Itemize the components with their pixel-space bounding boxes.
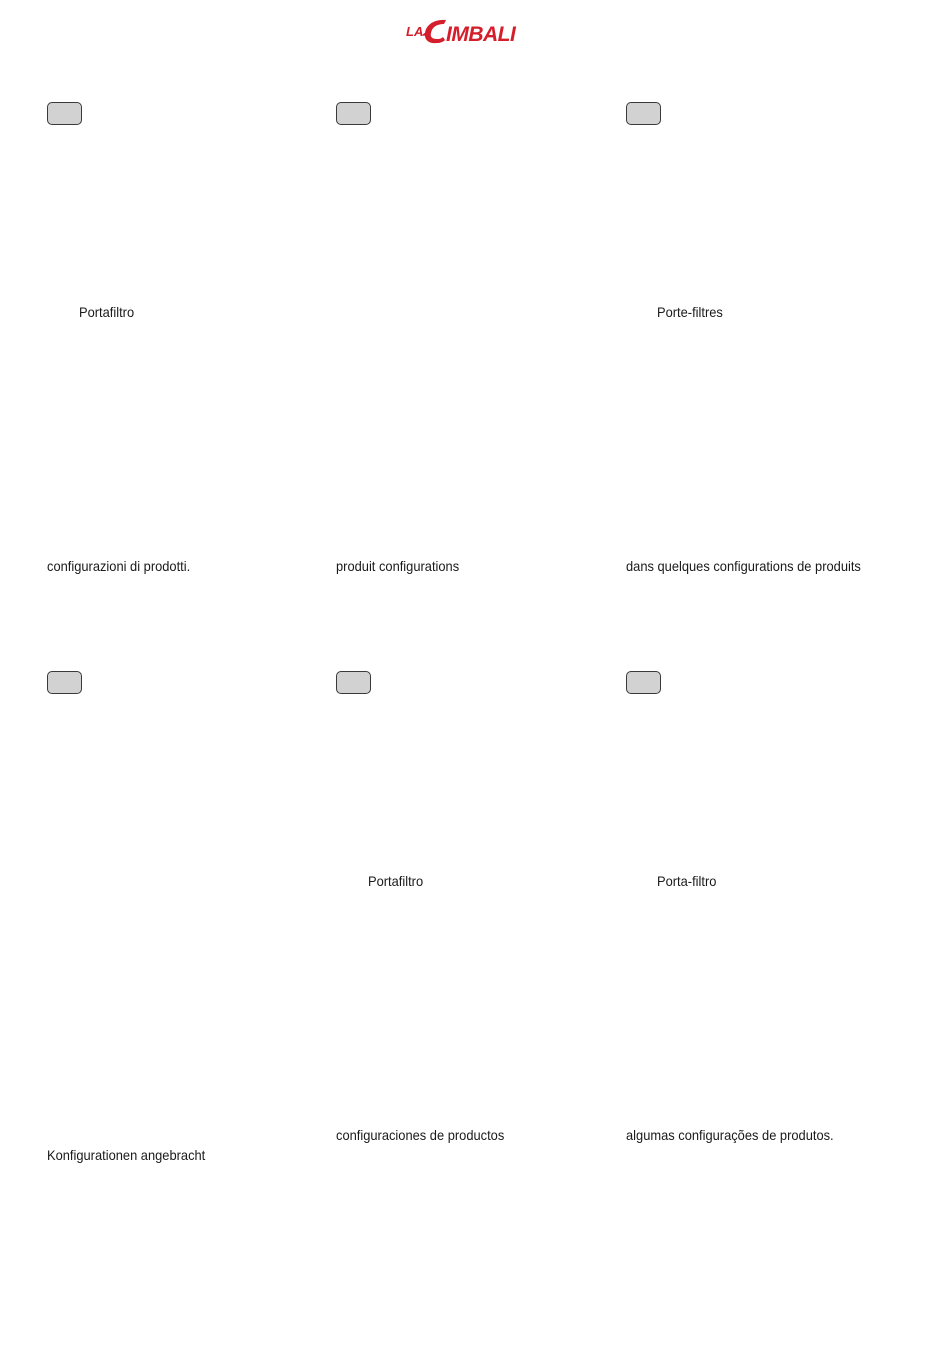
cimbali-logo-icon bbox=[400, 12, 550, 52]
section-heading-it: Portafiltro bbox=[79, 304, 135, 320]
language-badge-es bbox=[336, 671, 371, 694]
language-badge-de bbox=[47, 671, 82, 694]
section-heading-pt: Porta-filtro bbox=[657, 873, 717, 889]
section-heading-es: Portafiltro bbox=[368, 873, 424, 889]
section-footnote-fr: dans quelques configurations de produits bbox=[626, 558, 861, 574]
section-footnote-pt: algumas configurações de produtos. bbox=[626, 1127, 834, 1143]
language-badge-it bbox=[47, 102, 82, 125]
svg-text:LA: LA bbox=[406, 24, 424, 39]
section-heading-fr: Porte-filtres bbox=[657, 304, 723, 320]
section-footnote-it: configurazioni di prodotti. bbox=[47, 558, 191, 574]
language-badge-fr bbox=[626, 102, 661, 125]
svg-text:IMBALI: IMBALI bbox=[446, 23, 516, 46]
section-footnote-es: configuraciones de productos bbox=[336, 1127, 505, 1143]
language-badge-en bbox=[336, 102, 371, 125]
section-footnote-de: Konfigurationen angebracht bbox=[47, 1147, 206, 1163]
section-footnote-en: produit configurations bbox=[336, 558, 460, 574]
language-badge-pt bbox=[626, 671, 661, 694]
brand-logo bbox=[400, 12, 550, 52]
